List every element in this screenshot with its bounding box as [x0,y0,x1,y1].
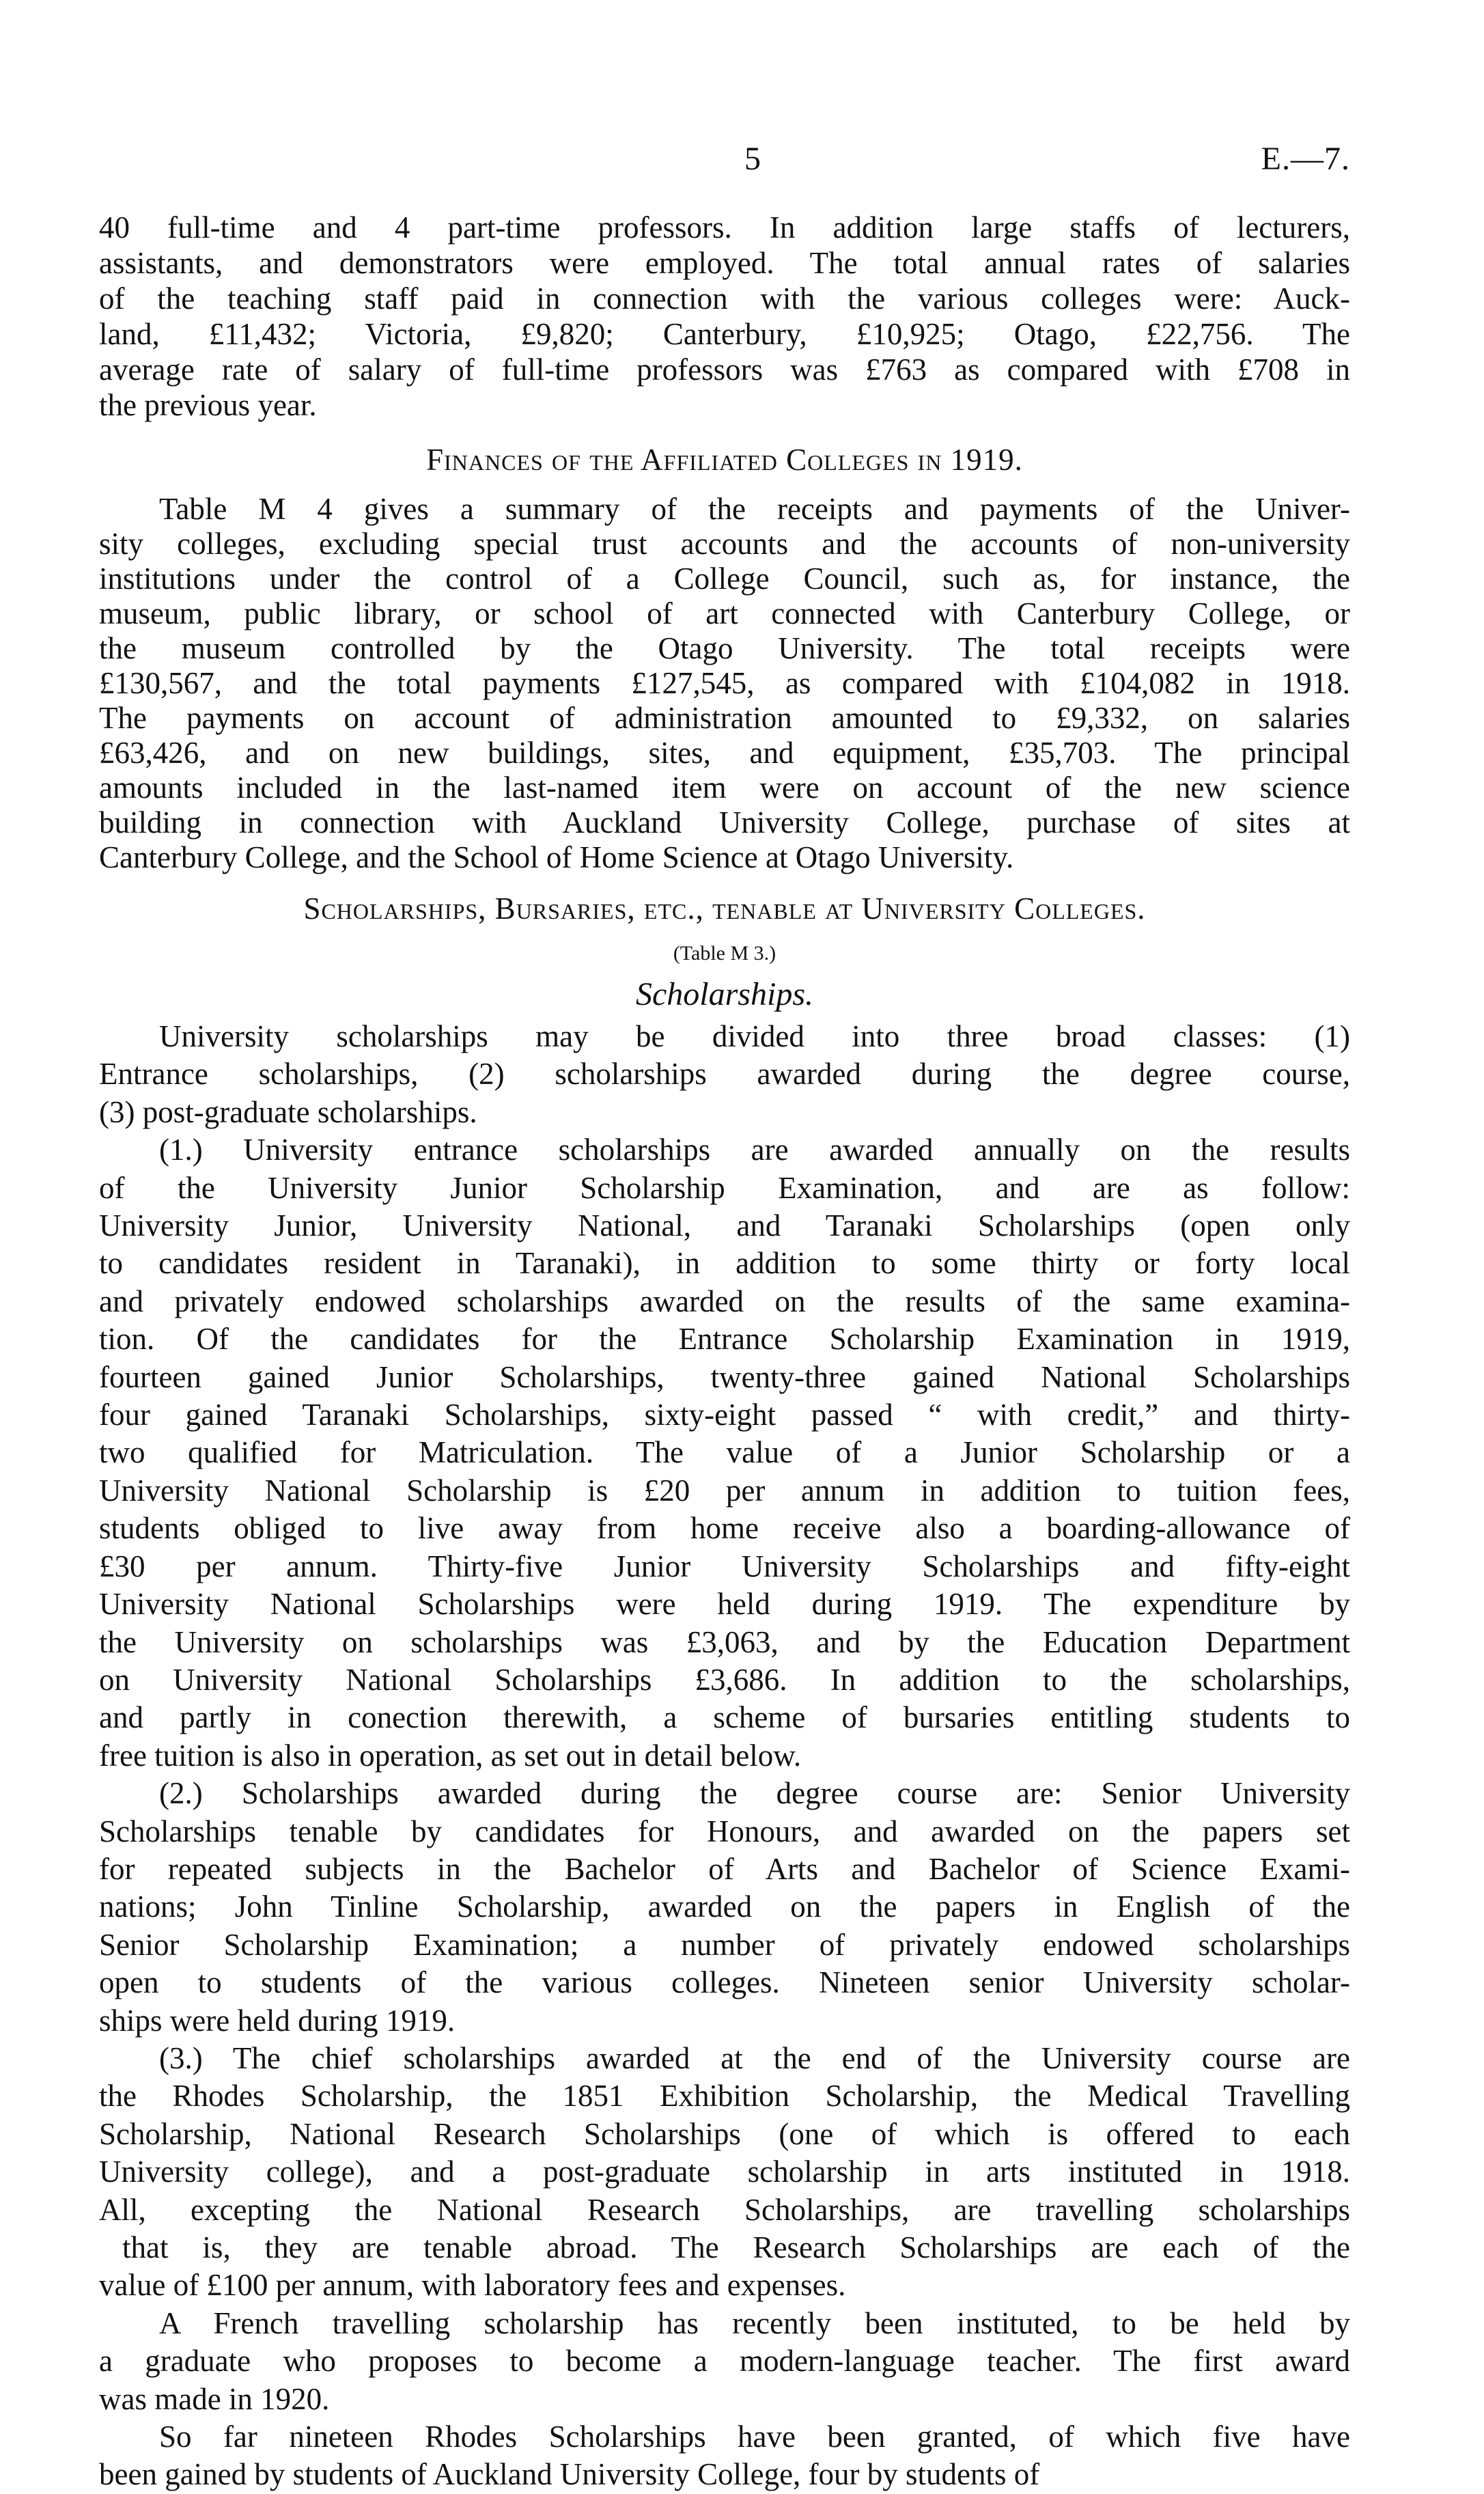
document-reference: E.—7. [1261,141,1350,177]
text-line: So far nineteen Rhodes Scholarships have been granted, of which five have [159,2420,1350,2454]
paragraph [99,1131,1350,1775]
scholarships-subheading: Scholarships. [635,976,813,1012]
text-line: sity colleges, excluding special trust accounts and the accounts of non-university [99,527,1350,561]
text-line: ships were held during 1919. [99,2003,456,2038]
text-line: two qualified for Matriculation. The value of a Junior Scholarship or a [99,1435,1350,1470]
text-line: University Junior, University National, and Taranaki Scholarships (open only [99,1208,1350,1243]
text-line: that is, they are tenable abroad. The Research Scholarships are each of the [122,2230,1350,2264]
text-line: (3.) The chief scholarships awarded at the end of the University course are [159,2040,1350,2075]
text-line: to candidates resident in Taranaki), in addition to some thirty or forty local [99,1246,1350,1281]
text-line: for repeated subjects in the Bachelor of Arts and Bachelor of Science Exami- [99,1851,1350,1886]
text-line: (1.) University entrance scholarships are awarded annually on the results [159,1133,1350,1167]
text-line: (2.) Scholarships awarded during the degree course are: Senior University [159,1776,1350,1811]
text-line: £130,567, and the total payments £127,545, as compared with £104,082 in 1918. [99,666,1350,700]
text-line: Scholarships tenable by candidates for Honours, and awarded on the papers set [99,1814,1350,1848]
text-line: building in connection with Auckland University College, purchase of sites at [99,805,1350,840]
text-line: the previous year. [99,388,317,422]
text-line: of the teaching staff paid in connection with the various colleges were: Auck- [99,281,1350,316]
text-line: a graduate who proposes to become a modern-language teacher. The first award [99,2344,1350,2379]
scholarships-section-heading: Scholarships, Bursaries, etc., tenable at University Colleges. [303,891,1146,926]
text-line: and privately endowed scholarships awarded on the results of the same examina- [99,1284,1350,1318]
text-line: Scholarship, National Research Scholarships (one of which is offered to each [99,2116,1350,2151]
text-line: amounts included in the last-named item were on account of the new science [99,771,1350,805]
text-line: value of £100 per annum, with laboratory fees and expenses. [99,2268,846,2303]
text-line: been gained by students of Auckland University College, four by students of [99,2457,1040,2492]
text-line: University scholarships may be divided into three broad classes: (1) [159,1019,1350,1053]
text-line: Table M 4 gives a summary of the receipts and payments of the Univer- [159,492,1350,526]
text-line: students obliged to live away from home receive also a boarding-allowance of [99,1511,1350,1546]
paragraph [99,2040,1350,2305]
text-line: and partly in conection therewith, a scheme of bursaries entitling students to [99,1700,1350,1735]
text-line: museum, public library, or school of art connected with Canterbury College, or [99,596,1350,631]
text-line: University National Scholarships were held during 1919. The expenditure by [99,1587,1350,1622]
text-line: the University on scholarships was £3,063, and by the Education Department [99,1624,1350,1659]
text-line: average rate of salary of full-time professors was £763 as compared with £708 in [99,352,1350,387]
text-line: All, excepting the National Research Scholarships, are travelling scholarships [99,2192,1350,2227]
text-line: institutions under the control of a College Council, such as, for instance, the [99,562,1350,596]
text-line: The payments on account of administration amounted to £9,332, on salaries [99,701,1350,735]
paragraph [99,1018,1350,1131]
text-line: tion. Of the candidates for the Entrance Scholarship Examination in 1919, [99,1322,1350,1357]
text-line: Canterbury College, and the School of Home Science at Otago University. [99,840,1014,874]
text-line: the museum controlled by the Otago University. The total receipts were [99,631,1350,665]
text-line: free tuition is also in operation, as set out in detail below. [99,1738,802,1773]
text-line: University college), and a post-graduate scholarship in arts instituted in 1918. [99,2154,1350,2189]
text-line: University National Scholarship is £20 per annum in addition to tuition fees, [99,1473,1350,1508]
text-line: Senior Scholarship Examination; a number of privately endowed scholarships [99,1927,1350,1962]
paragraph [99,2418,1350,2494]
scholarships-body [99,1018,1350,2494]
text-line: four gained Taranaki Scholarships, sixty-eight passed “ with credit,” and thirty- [99,1398,1350,1432]
text-line: 40 full-time and 4 part-time professors. In addition large staffs of lecturers, [99,210,1350,245]
text-line: on University National Scholarships £3,686. In addition to the scholarships, [99,1662,1350,1697]
table-reference: (Table M 3.) [673,942,776,965]
text-line: open to students of the various colleges. Nineteen senior University scholar- [99,1965,1350,2000]
text-line: Entrance scholarships, (2) scholarships awarded during the degree course, [99,1057,1350,1092]
text-line: nations; John Tinline Scholarship, awarded on the papers in English of the [99,1889,1350,1924]
text-line: (3) post-graduate scholarships. [99,1094,477,1129]
text-line: £63,426, and on new buildings, sites, and equipment, £35,703. The principal [99,736,1350,770]
text-line: A French travelling scholarship has recently been instituted, to be held by [159,2305,1350,2340]
paragraph [99,1775,1350,2040]
intro-paragraph [99,210,1350,423]
text-line: the Rhodes Scholarship, the 1851 Exhibition Scholarship, the Medical Travelling [99,2079,1350,2114]
finances-heading: Finances of the Affiliated Colleges in 1919. [426,443,1023,477]
text-line: was made in 1920. [99,2381,330,2416]
text-line: land, £11,432; Victoria, £9,820; Canterbury, £10,925; Otago, £22,756. The [99,317,1350,351]
finances-paragraph [99,492,1350,875]
text-line: of the University Junior Scholarship Examination, and are as follow: [99,1170,1350,1205]
text-line: £30 per annum. Thirty-five Junior University Scholarships and fifty-eight [99,1549,1350,1583]
text-line: fourteen gained Junior Scholarships, twenty-three gained National Scholarships [99,1359,1350,1394]
page-number: 5 [744,141,761,177]
text-line: assistants, and demonstrators were employed. The total annual rates of salaries [99,246,1350,280]
paragraph [99,2305,1350,2418]
